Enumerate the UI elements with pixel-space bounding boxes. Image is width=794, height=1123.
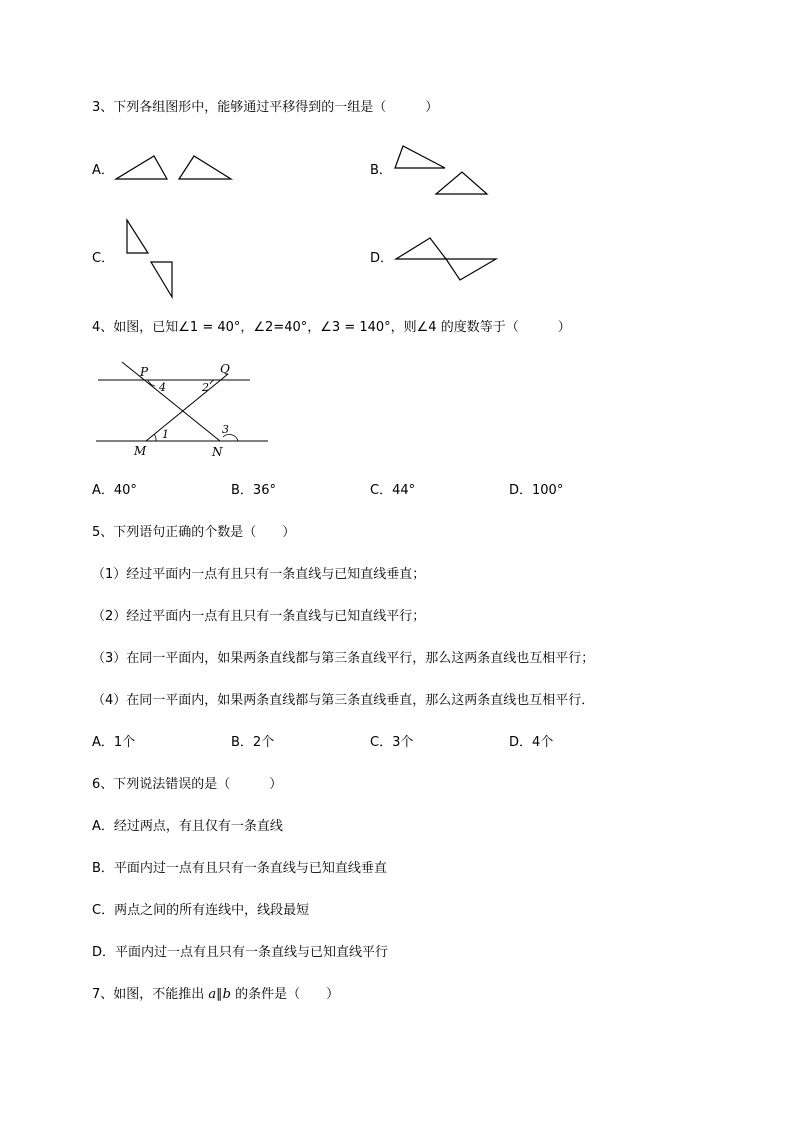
q5-statement-2: （2）经过平面内一点有且只有一条直线与已知直线平行；	[92, 609, 426, 624]
q3-option-c-figure	[120, 215, 180, 300]
q5-statement-3: （3）在同一平面内，如果两条直线都与第三条直线平行，那么这两条直线也互相平行；	[92, 651, 595, 666]
q4-option-b: B．36°	[231, 483, 276, 498]
q5-option-c: C．3个	[370, 735, 414, 750]
q5-option-b: B．2个	[231, 735, 275, 750]
q7-stem-parallel: ∥	[216, 987, 223, 1002]
q4-option-c: C．44°	[370, 483, 416, 498]
q4-angle-2: 2	[202, 381, 209, 394]
q7-stem-a: a	[208, 987, 217, 1002]
q5-stem: 5、下列语句正确的个数是（ ）	[92, 525, 296, 540]
q5-option-d: D．4个	[509, 735, 554, 750]
q3-option-d-figure	[390, 232, 502, 286]
q6-option-d: D．平面内过一点有且只有一条直线与已知直线平行	[92, 945, 389, 960]
q7-stem-b: b	[222, 987, 231, 1002]
q3-option-b-label: B．	[370, 163, 392, 178]
q5-option-a: A．1个	[92, 735, 136, 750]
q7-stem-suffix: 的条件是（ ）	[231, 987, 340, 1002]
q4-figure	[92, 358, 274, 460]
q3-option-b-figure	[390, 142, 495, 199]
q4-option-d: D．100°	[509, 483, 564, 498]
q7-stem-prefix: 7、如图，不能推出	[92, 987, 209, 1002]
q4-label-q: Q	[220, 362, 230, 376]
q6-option-a: A．经过两点，有且仅有一条直线	[92, 819, 283, 834]
q5-statement-1: （1）经过平面内一点有且只有一条直线与已知直线垂直；	[92, 567, 426, 582]
q3-option-a-label: A．	[92, 163, 114, 178]
q6-stem: 6、下列说法错误的是（ ）	[92, 777, 283, 792]
q4-label-p: P	[140, 365, 149, 379]
q3-stem: 3、下列各组图形中，能够通过平移得到的一组是（ ）	[92, 100, 439, 115]
q4-angle-4: 4	[159, 381, 166, 394]
q4-angle-1: 1	[162, 428, 169, 441]
q3-option-a-figure	[110, 150, 240, 185]
q5-statement-4: （4）在同一平面内，如果两条直线都与第三条直线垂直，那么这两条直线也互相平行．	[92, 693, 595, 708]
q3-option-d-label: D．	[370, 251, 394, 266]
q7-stem	[92, 985, 339, 1005]
q4-stem: 4、如图，已知∠1 = 40°，∠2=40°，∠3 = 140°，则∠4 的度数等于（ ）	[92, 320, 571, 335]
q4-label-n: N	[212, 445, 223, 459]
q4-option-a: A．40°	[92, 483, 137, 498]
q3-option-c-label: C．	[92, 251, 115, 266]
q6-option-b: B．平面内过一点有且只有一条直线与已知直线垂直	[92, 861, 387, 876]
q6-option-c: C．两点之间的所有连线中，线段最短	[92, 903, 310, 918]
q4-angle-3: 3	[222, 423, 229, 436]
q4-label-m: M	[134, 444, 147, 458]
